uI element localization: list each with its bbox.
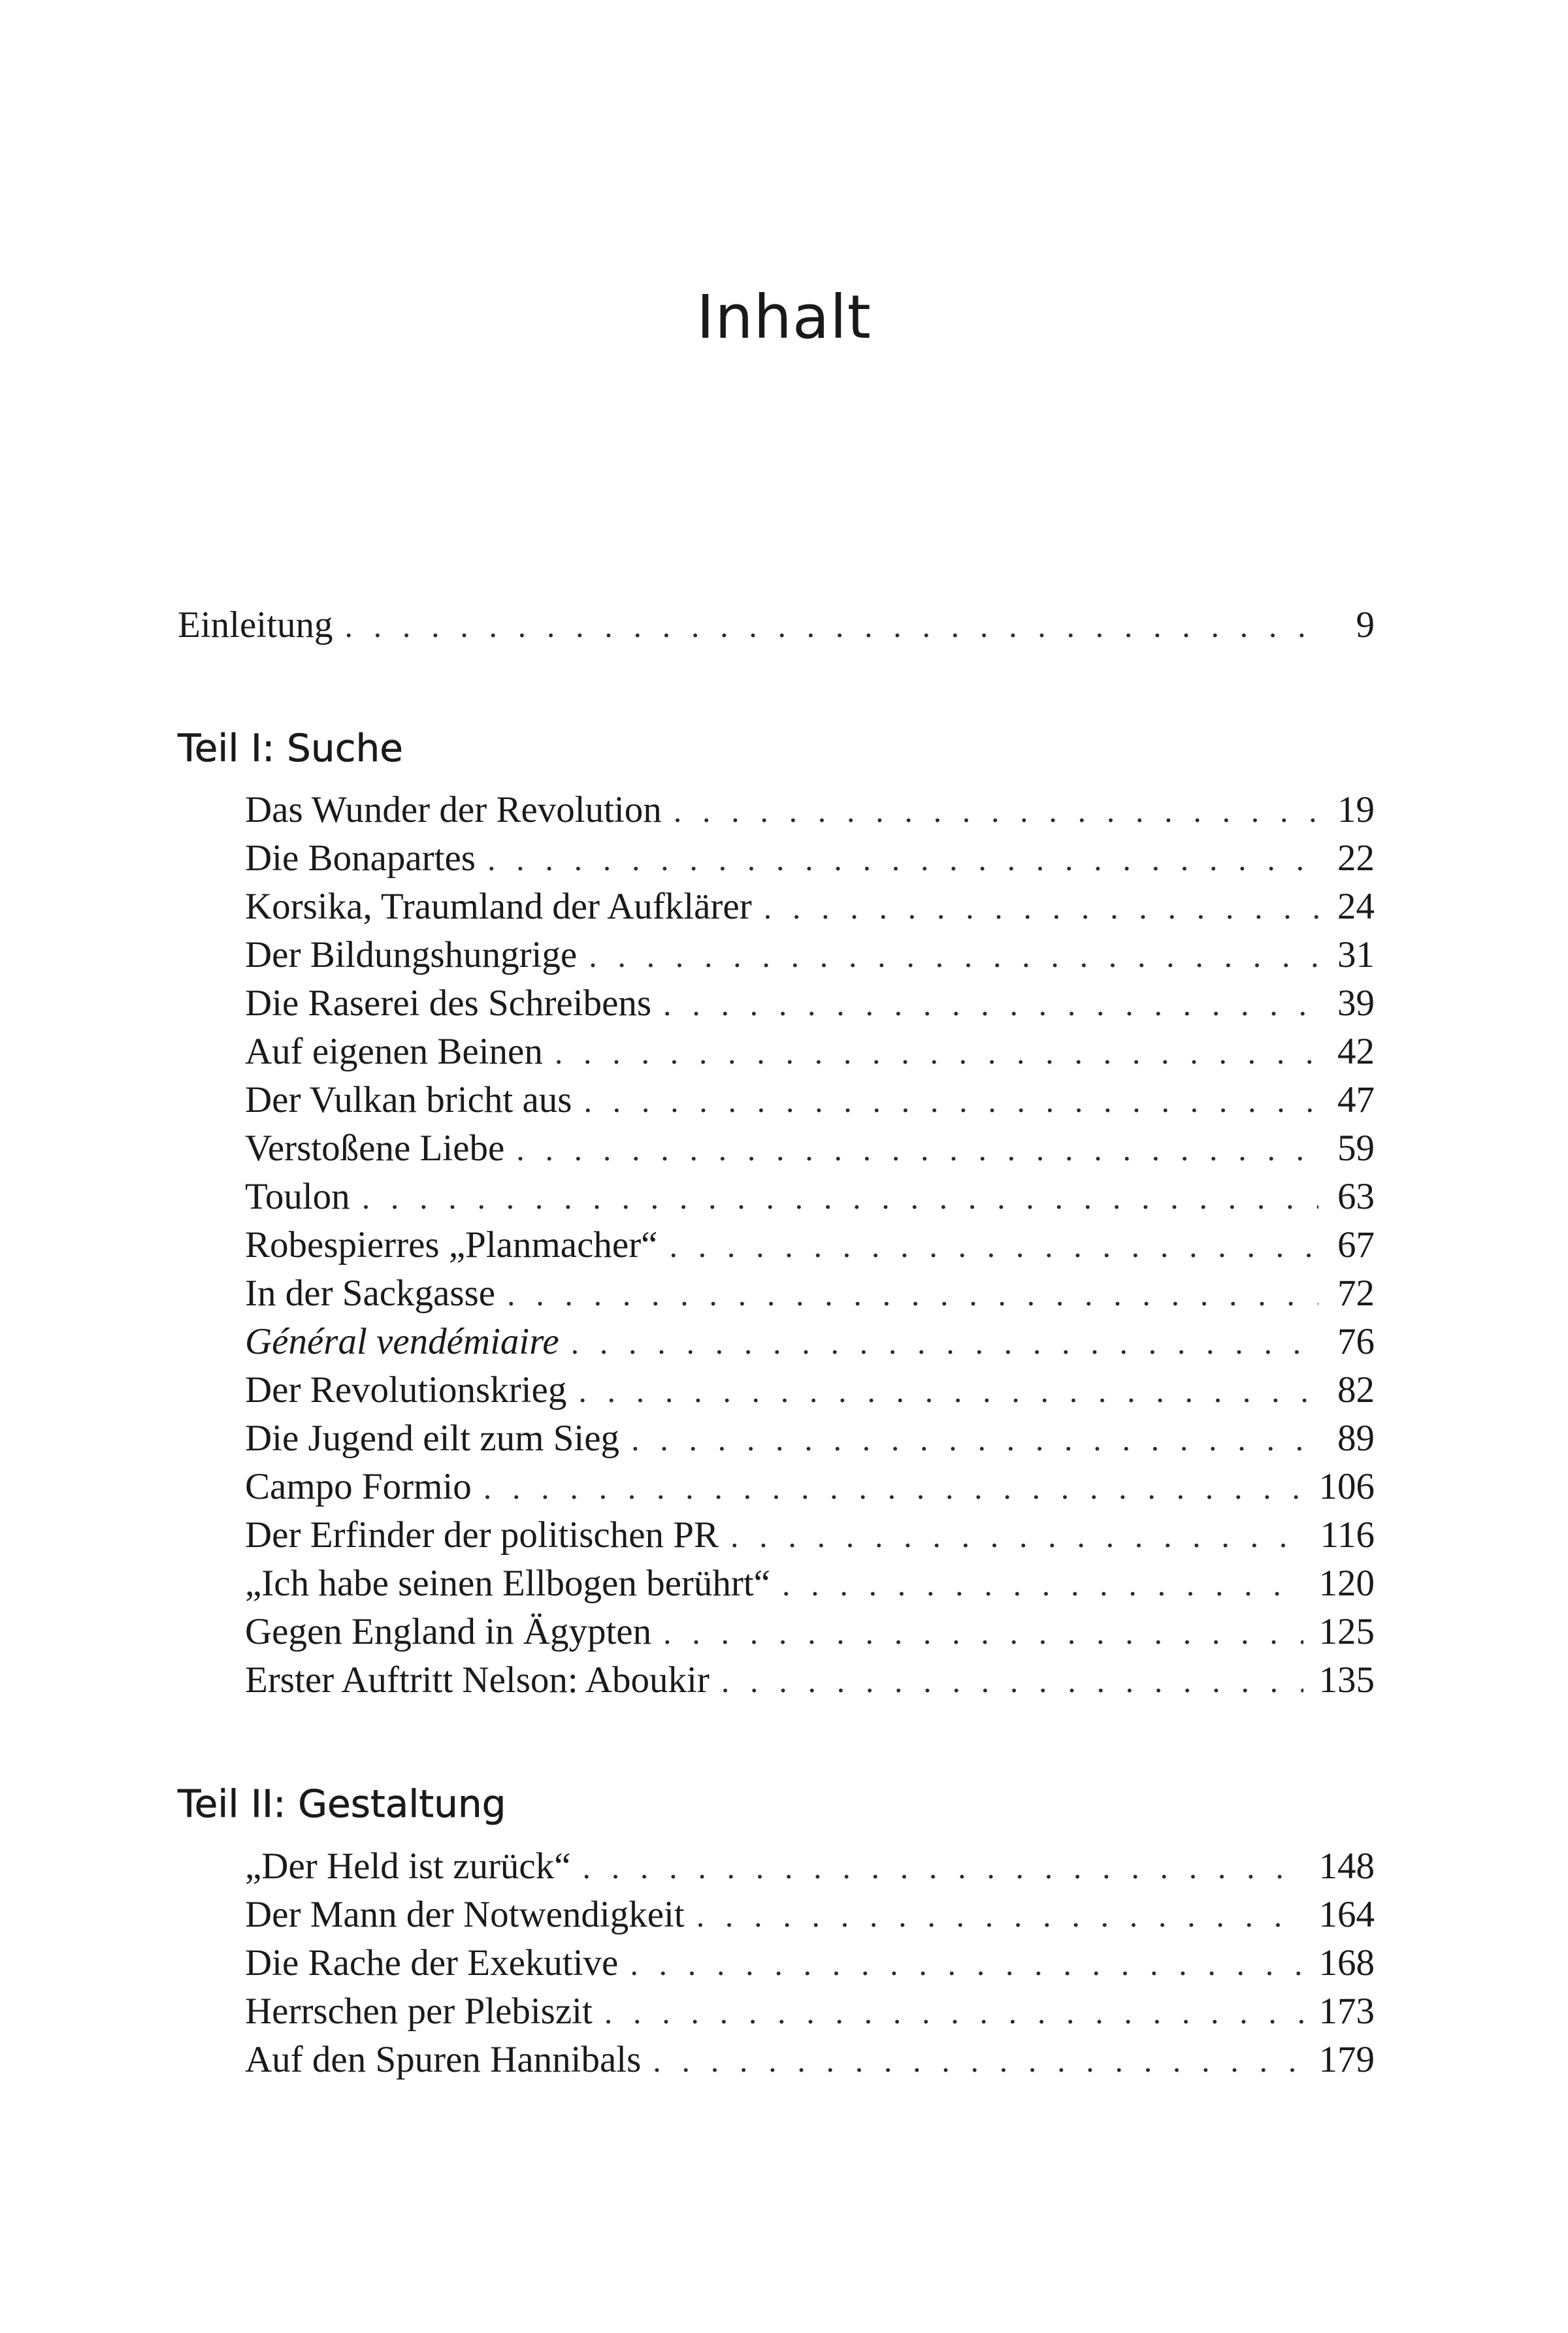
toc-entry-label: Der Bildungshungrige xyxy=(245,934,578,975)
toc-entry-label: Général vendémiaire xyxy=(245,1321,559,1362)
toc-entry-label: Die Rache der Exekutive xyxy=(245,1942,619,1983)
toc-entry-page: 148 xyxy=(1318,1846,1375,1887)
toc-entry[interactable] xyxy=(245,1173,1375,1221)
toc-entry-label: Der Vulkan bricht aus xyxy=(245,1079,572,1120)
toc-entry-label: Campo Formio xyxy=(245,1466,472,1507)
dot-leader xyxy=(555,1028,1318,1077)
toc-entry-page: 173 xyxy=(1318,1991,1375,2032)
toc-entry-label: Auf den Spuren Hannibals xyxy=(245,2039,642,2080)
dot-leader xyxy=(663,980,1318,1028)
toc-entry[interactable] xyxy=(245,1891,1375,1939)
toc-entry-label: „Ich habe seinen Ellbogen berührt“ xyxy=(245,1563,770,1604)
dot-leader xyxy=(362,1173,1318,1222)
dot-leader xyxy=(696,1891,1303,1940)
dot-leader xyxy=(583,1843,1303,1891)
toc-entry[interactable] xyxy=(245,883,1375,931)
toc-entry-label: Herrschen per Plebiszit xyxy=(245,1991,593,2032)
toc-entry[interactable] xyxy=(245,1939,1375,1987)
toc-entry-label: Auf eigenen Beinen xyxy=(245,1031,543,1072)
toc-entry-label: Korsika, Traumland der Aufklärer xyxy=(245,886,752,927)
toc-entry[interactable] xyxy=(245,1463,1375,1511)
page-title: Inhalt xyxy=(696,282,872,352)
toc-entry-label: Gegen England in Ägypten xyxy=(245,1611,652,1652)
toc-entry-page: 63 xyxy=(1337,1176,1375,1217)
toc-entry[interactable] xyxy=(245,1366,1375,1414)
dot-leader xyxy=(674,787,1318,835)
dot-leader xyxy=(589,932,1318,980)
toc-entry[interactable] xyxy=(245,1511,1375,1559)
toc-entry-label: Verstoßene Liebe xyxy=(245,1128,505,1169)
toc-entry-page: 67 xyxy=(1337,1224,1375,1265)
dot-leader xyxy=(507,1270,1318,1318)
toc-entry-page: 120 xyxy=(1318,1563,1375,1604)
dot-leader xyxy=(631,1415,1318,1463)
toc-entry-page: 82 xyxy=(1337,1369,1375,1411)
toc-entry-page: 31 xyxy=(1337,934,1375,975)
toc-entry-label: Einleitung xyxy=(178,604,333,645)
dot-leader xyxy=(604,1988,1303,2036)
toc-entry-page: 168 xyxy=(1318,1942,1375,1983)
toc-entry-page: 116 xyxy=(1320,1514,1375,1556)
toc-entry-label: „Der Held ist zurück“ xyxy=(245,1846,571,1887)
dot-leader xyxy=(571,1318,1318,1367)
dot-leader xyxy=(487,835,1318,883)
toc-entry[interactable] xyxy=(245,1656,1375,1705)
toc-entry-page: 179 xyxy=(1318,2039,1375,2080)
toc-entry[interactable] xyxy=(245,1124,1375,1173)
toc-entry[interactable] xyxy=(245,979,1375,1028)
toc-entry[interactable] xyxy=(245,1842,1375,1891)
toc-entry[interactable] xyxy=(245,1028,1375,1076)
toc-entry-page: 164 xyxy=(1318,1894,1375,1935)
dot-leader xyxy=(721,1657,1303,1705)
toc-entry-page: 42 xyxy=(1337,1031,1375,1072)
toc-entry-label: Der Mann der Notwendigkeit xyxy=(245,1894,685,1935)
toc-entry[interactable] xyxy=(245,786,1375,834)
dot-leader xyxy=(583,1077,1318,1125)
toc-entry-label: Die Bonapartes xyxy=(245,838,476,879)
toc-entry-page: 22 xyxy=(1337,838,1375,879)
dot-leader xyxy=(730,1512,1305,1560)
dot-leader xyxy=(578,1367,1318,1415)
toc-entry-page: 106 xyxy=(1318,1466,1375,1507)
toc-entry-page: 39 xyxy=(1337,983,1375,1024)
dot-leader xyxy=(630,1940,1303,1988)
dot-leader xyxy=(669,1222,1318,1270)
toc-entry[interactable] xyxy=(245,1608,1375,1656)
toc-entry-page: 135 xyxy=(1318,1659,1375,1701)
toc-entry-introduction[interactable] xyxy=(178,601,1375,649)
toc-entry[interactable] xyxy=(245,1414,1375,1463)
toc-entry[interactable] xyxy=(245,1269,1375,1318)
dot-leader xyxy=(344,602,1318,650)
toc-entry-page: 72 xyxy=(1337,1273,1375,1314)
toc-entry-page: 76 xyxy=(1337,1321,1375,1362)
toc-entry-label: Das Wunder der Revolution xyxy=(245,789,662,830)
toc-entry-page: 9 xyxy=(1356,604,1375,645)
toc-entry-page: 59 xyxy=(1337,1128,1375,1169)
part-heading: Teil II: Gestaltung xyxy=(178,1782,506,1826)
part-heading: Teil I: Suche xyxy=(178,726,403,770)
dot-leader xyxy=(653,2036,1303,2085)
dot-leader xyxy=(782,1560,1303,1608)
toc-entry-label: Robespierres „Planmacher“ xyxy=(245,1224,658,1265)
toc-entry-page: 47 xyxy=(1337,1079,1375,1120)
toc-entry-label: Der Revolutionskrieg xyxy=(245,1369,567,1411)
dot-leader xyxy=(764,883,1318,932)
toc-entry-label: In der Sackgasse xyxy=(245,1273,496,1314)
toc-entry-page: 19 xyxy=(1337,789,1375,830)
toc-entry-page: 89 xyxy=(1337,1418,1375,1459)
toc-entry-label: Die Raserei des Schreibens xyxy=(245,983,652,1024)
toc-entry[interactable] xyxy=(245,1221,1375,1269)
toc-entry-label: Erster Auftritt Nelson: Aboukir xyxy=(245,1659,710,1701)
toc-entry-label: Toulon xyxy=(245,1176,350,1217)
toc-entry-label: Die Jugend eilt zum Sieg xyxy=(245,1418,620,1459)
toc-entry[interactable] xyxy=(245,2036,1375,2084)
toc-entry[interactable] xyxy=(245,1987,1375,2036)
dot-leader xyxy=(483,1463,1303,1512)
toc-entry-page: 24 xyxy=(1337,886,1375,927)
toc-entry[interactable] xyxy=(245,1559,1375,1608)
toc-entry-page: 125 xyxy=(1318,1611,1375,1652)
dot-leader xyxy=(663,1608,1303,1657)
toc-entry[interactable] xyxy=(245,1318,1375,1366)
toc-entry[interactable] xyxy=(245,834,1375,883)
toc-entry[interactable] xyxy=(245,1076,1375,1124)
toc-entry-label: Der Erfinder der politischen PR xyxy=(245,1514,719,1556)
toc-entry[interactable] xyxy=(245,931,1375,979)
dot-leader xyxy=(516,1125,1318,1173)
